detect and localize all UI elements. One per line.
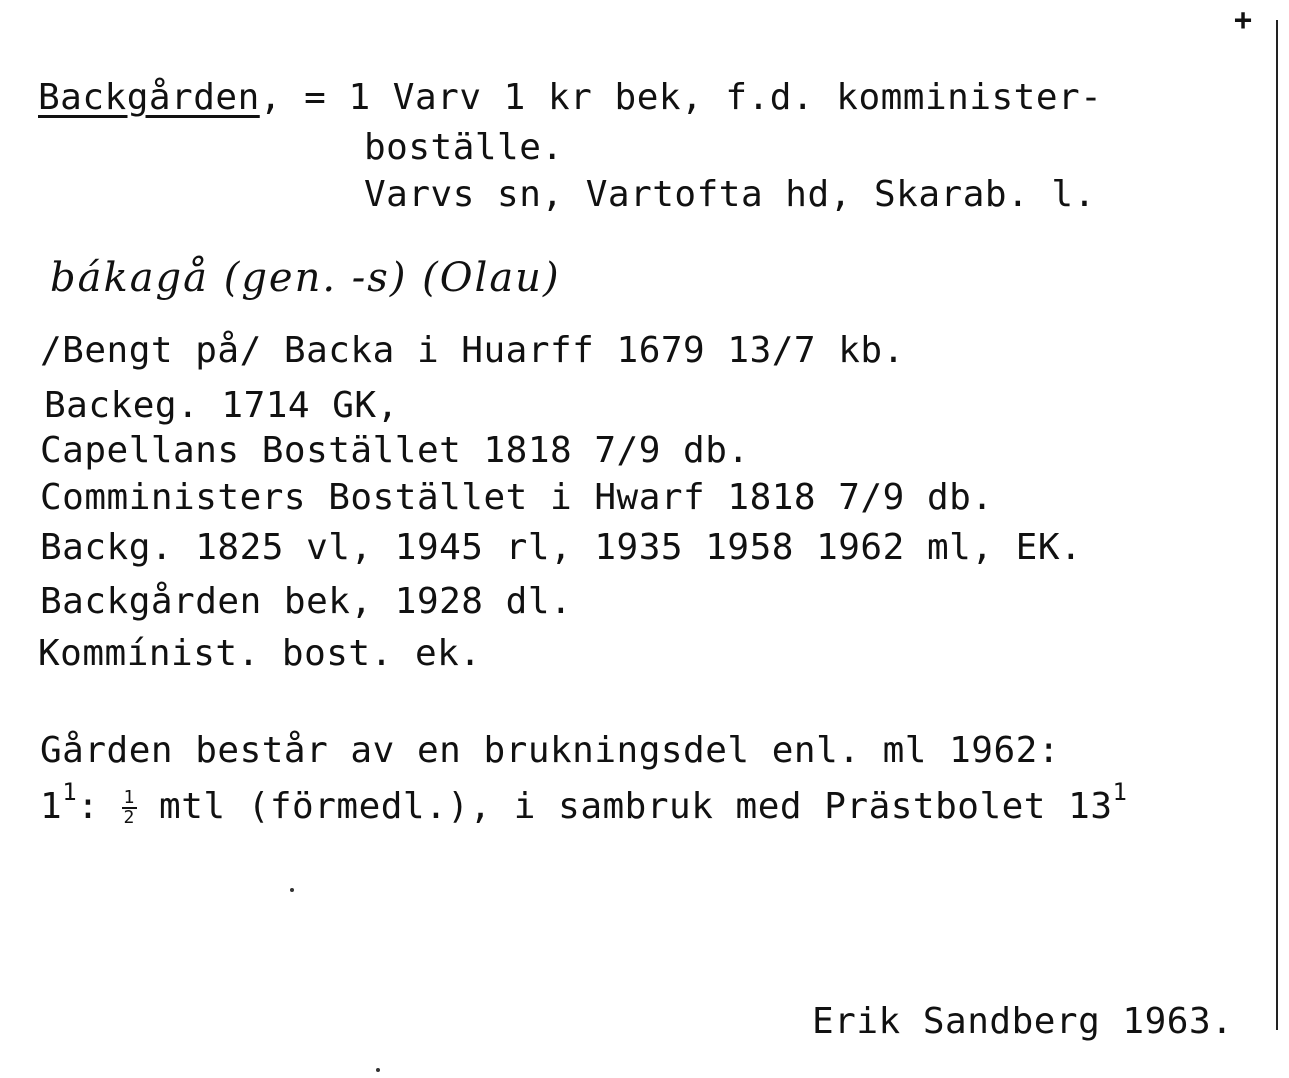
header-line-2: boställe.	[364, 127, 564, 168]
header-line-3: Varvs sn, Vartofta hd, Skarab. l.	[364, 174, 1096, 215]
paragraph-line-1: Gården består av en brukningsdel enl. ml 1962:	[40, 730, 1060, 771]
record-line: Kommínist. bost. ek.	[38, 633, 482, 674]
record-line: Comministers Bostället i Hwarf 1818 7/9 db.	[40, 477, 994, 518]
corner-plus-mark: +	[1234, 3, 1253, 38]
handwritten-note: bákagå (gen. -s) (Olau)	[50, 255, 561, 301]
record-line: /Bengt på/ Backa i Huarff 1679 13/7 kb.	[40, 330, 905, 371]
signature: Erik Sandberg 1963.	[812, 1001, 1234, 1042]
paragraph-line-2: $1^1$: $\frac{1}{2}$ mtl (förmedl.), i sambruk med Prästbolet $13^1$	[40, 778, 1128, 828]
card-right-edge	[1276, 20, 1278, 1030]
record-line: Capellans Bostället 1818 7/9 db.	[40, 430, 750, 471]
record-line: Backeg. 1714 GK,	[44, 385, 399, 426]
speck	[290, 888, 294, 892]
record-line: Backgården bek, 1928 dl.	[40, 581, 573, 622]
header-line-1	[38, 77, 1103, 118]
place-name: Backgården	[38, 77, 260, 118]
header-rest: , = 1 Varv 1 kr bek, f.d. komminister-	[259, 77, 1103, 118]
fraction-half: $\frac{1}{2}$	[123, 787, 135, 828]
record-line: Backg. 1825 vl, 1945 rl, 1935 1958 1962 ml, EK.	[40, 527, 1083, 568]
speck	[376, 1068, 380, 1072]
